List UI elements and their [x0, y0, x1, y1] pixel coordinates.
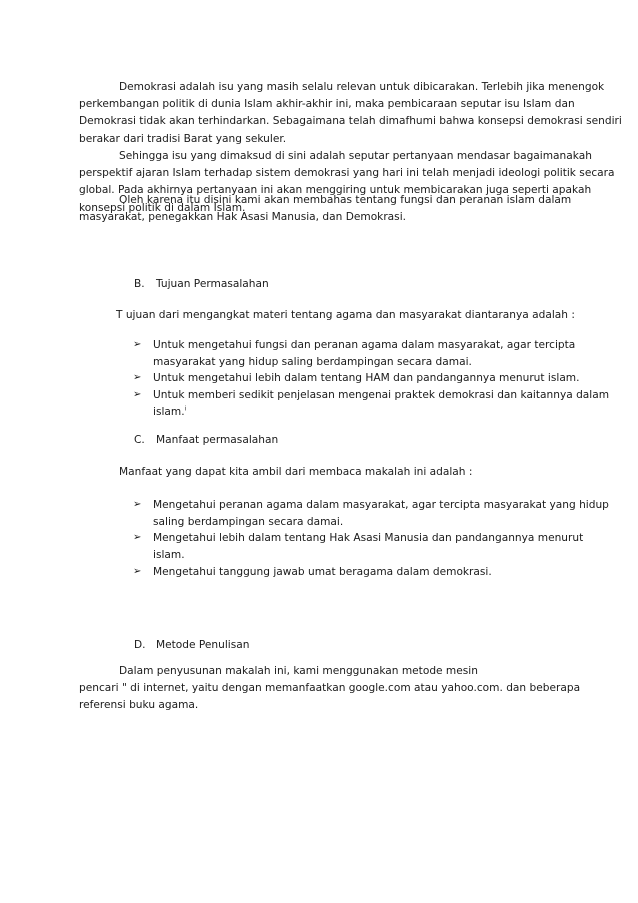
section-c-intro: Manfaat yang dapat kita ambil dari membaca makalah ini adalah :	[119, 466, 473, 478]
text-line: Sehingga isu yang dimaksud di sini adalah seputar pertanyaan mendasar bagaimanakah	[119, 150, 592, 162]
list-item	[133, 530, 584, 563]
text-line: Dalam penyusunan makalah ini, kami menggunakan metode mesin	[119, 665, 478, 677]
section-b-list	[133, 337, 610, 421]
arrow-bullet-icon: ➢	[133, 372, 142, 384]
text-line: Untuk memberi sedikit penjelasan mengenai praktek demokrasi dan kaitannya dalam	[153, 389, 610, 402]
text-line: Oleh karena itu disini kami akan membahas tentang fungsi dan peranan islam dalam	[119, 194, 572, 206]
text-line: pencari " di internet, yaitu dengan memanfaatkan google.com atau yahoo.com. dan beberapa	[79, 682, 581, 695]
text-line: perkembangan politik di dunia Islam akhir-akhir ini, maka pembicaraan seputar isu Islam dan	[79, 98, 575, 111]
section-title: Manfaat permasalahan	[156, 434, 279, 446]
text-line: masyarakat, penegakkan Hak Asasi Manusia, dan Demokrasi.	[79, 211, 406, 224]
text-line: referensi buku agama.	[79, 699, 199, 712]
text-line: Untuk mengetahui fungsi dan peranan agama dalam masyarakat, agar tercipta	[153, 339, 576, 351]
text-line: berakar dari tradisi Barat yang sekuler.	[79, 132, 287, 145]
arrow-bullet-icon: ➢	[133, 389, 142, 401]
list-item	[133, 337, 576, 370]
list-item	[133, 370, 580, 387]
section-c-list	[133, 497, 609, 581]
text-line: global. Pada akhirnya pertanyaan ini akan menggiring untuk membicarakan juga seperti apakah	[79, 184, 592, 197]
arrow-bullet-icon: ➢	[133, 339, 142, 350]
text-line: konsepsi politik di dalam Islam.	[79, 201, 246, 214]
text-line: Mengetahui lebih dalam tentang Hak Asasi Manusia dan pandangannya menurut	[153, 532, 584, 545]
text-line: Demokrasi adalah isu yang masih selalu relevan untuk dibicarakan. Terlebih jika menengok	[119, 81, 605, 93]
text-line: Mengetahui peranan agama dalam masyarakat, agar tercipta masyarakat yang hidup	[153, 499, 609, 511]
section-d-body	[79, 663, 581, 715]
text-line: Mengetahui tanggung jawab umat beragama dalam demokrasi.	[153, 565, 492, 578]
arrow-bullet-icon: ➢	[133, 532, 142, 544]
arrow-bullet-icon: ➢	[133, 565, 142, 577]
text-line: Demokrasi tidak akan terhindarkan. Sebagaimana telah dimafhumi bahwa konsepsi demokrasi sendiri	[79, 115, 622, 128]
section-heading-b	[134, 278, 269, 290]
list-item	[133, 497, 609, 530]
footnote-mark: i	[184, 405, 187, 413]
text-fragment: islam.	[153, 405, 185, 418]
text-line: masyarakat yang hidup saling berdampingan secara damai.	[153, 355, 472, 368]
text-line	[153, 404, 563, 421]
list-item	[133, 387, 610, 420]
text-line: islam.	[153, 549, 185, 562]
text-line: saling berdampingan secara damai.	[153, 515, 344, 528]
section-marker: B.	[134, 278, 145, 290]
text-line: Untuk mengetahui lebih dalam tentang HAM dan pandangannya menurut islam.	[153, 372, 580, 385]
section-title: Tujuan Permasalahan	[156, 278, 269, 290]
section-marker: D.	[134, 639, 146, 651]
list-item	[133, 564, 563, 581]
section-title: Metode Penulisan	[156, 639, 250, 651]
paragraph-intro-1	[79, 79, 622, 148]
arrow-bullet-icon: ➢	[133, 499, 142, 510]
section-marker: C.	[134, 434, 145, 446]
text-line: perspektif ajaran Islam terhadap sistem demokrasi yang hari ini telah menjadi ideologi politik secara	[79, 167, 615, 180]
section-heading-d	[134, 639, 249, 651]
paragraph-intro-3	[79, 192, 572, 226]
section-b-intro: T ujuan dari mengangkat materi tentang agama dan masyarakat diantaranya adalah :	[116, 309, 575, 321]
section-heading-c	[134, 434, 278, 446]
